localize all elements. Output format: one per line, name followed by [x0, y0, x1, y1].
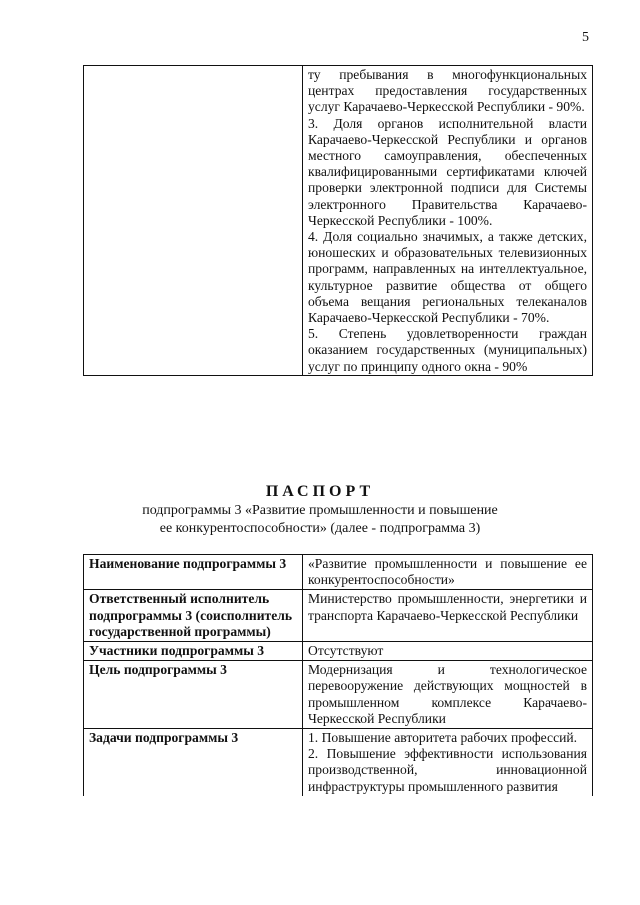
row-value — [303, 661, 593, 729]
subtitle-line: ее конкурентоспособности» (далее - подпрограмма 3) — [159, 520, 481, 536]
empty-cell — [84, 66, 303, 376]
table-row — [84, 590, 593, 642]
table-row — [84, 729, 593, 796]
passport-title: ПАСПОРТ — [265, 483, 375, 500]
value-paragraph: «Развитие промышленности и повышение ее конкурентоспособности» — [308, 556, 587, 588]
row-value — [303, 729, 593, 796]
continuation-table — [83, 65, 593, 376]
indicator-paragraph: 4. Доля социально значимых, а также детских, юношеских и образовательных телевизионных программ, направленных на интеллектуальное, культурное развитие общества от общего объема вещания региональных телеканалов Карачаево-Черкесской Республики - 70%. — [308, 229, 587, 326]
row-value — [303, 642, 593, 661]
page-number: 5 — [582, 30, 589, 45]
value-paragraph: 2. Повышение эффективности использования производственной, инновационной инфраструктуры промышленного развития — [308, 746, 587, 794]
indicator-paragraph: 5. Степень удовлетворенности граждан оказанием государственных (муниципальных) услуг по принципу одного окна - 90% — [308, 326, 587, 374]
indicator-paragraph: 3. Доля органов исполнительной власти Карачаево-Черкесской Республики и органов местного самоуправления, обеспеченных квалифицированными сертификатами ключей проверки электронной подписи для Системы электронного Правительства Карачаево-Черкесской Республики - 100%. — [308, 115, 587, 228]
table-row — [84, 642, 593, 661]
indicators-cell — [303, 66, 593, 376]
row-label: Задачи подпрограммы 3 — [84, 729, 303, 796]
row-value — [303, 590, 593, 642]
value-paragraph: Министерство промышленности, энергетики и транспорта Карачаево-Черкесской Республики — [308, 591, 587, 623]
row-value — [303, 555, 593, 590]
row-label: Наименование подпрограммы 3 — [84, 555, 303, 590]
passport-table — [83, 554, 593, 796]
table-row — [84, 66, 593, 376]
table-row — [84, 555, 593, 590]
value-paragraph: Модернизация и технологическое перевооружение действующих мощностей в промышленном комплексе Карачаево-Черкесской Республики — [308, 662, 587, 726]
subtitle-line: подпрограммы 3 «Развитие промышленности и повышение — [142, 503, 498, 518]
value-paragraph: Отсутствуют — [308, 643, 384, 659]
indicator-paragraph: ту пребывания в многофункциональных центрах предоставления государственных услуг Карачаево-Черкесской Республики - 90%. — [308, 67, 587, 115]
row-label: Цель подпрограммы 3 — [84, 661, 303, 729]
row-label: Участники подпрограммы 3 — [84, 642, 303, 661]
table-row — [84, 661, 593, 729]
value-paragraph: 1. Повышение авторитета рабочих профессий. — [308, 730, 578, 746]
row-label: Ответственный исполнитель подпрограммы 3 (соисполнитель государственной программы) — [84, 590, 303, 642]
passport-subtitle — [0, 502, 640, 537]
